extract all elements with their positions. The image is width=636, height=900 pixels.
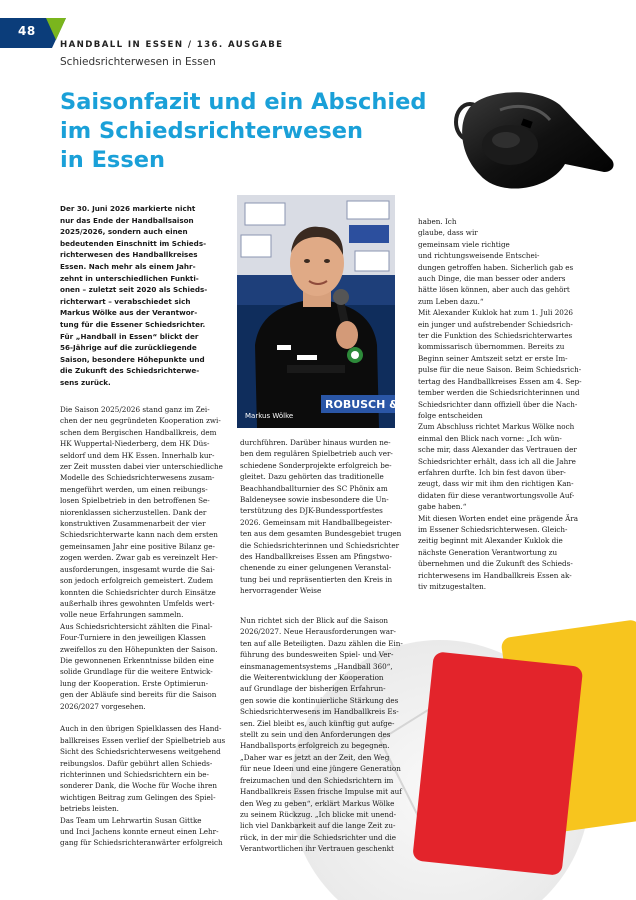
intro-line: onen – zuletzt seit 2020 als Schieds- bbox=[60, 285, 208, 295]
photo-caption: Markus Wölke bbox=[245, 412, 294, 420]
body-line: zeitig beginnt mit Alexander Kuklok die bbox=[418, 536, 563, 546]
article-column-2 bbox=[240, 437, 410, 597]
body-line: didaten für diese verantwortungsvolle Auf- bbox=[418, 490, 575, 500]
body-line: gen sowie die kontinuierliche Stärkung des bbox=[240, 695, 399, 705]
body-line: hervorragender Weise bbox=[240, 586, 322, 596]
intro-line: zehnt in unterschiedlichen Funkti- bbox=[60, 273, 199, 283]
body-line: sonderer Dank, die Woche für Woche ihren bbox=[60, 781, 218, 791]
body-line: ben dem regulären Spielbetrieb auch ver- bbox=[240, 449, 393, 459]
body-line: Verantwortlichen ihr Vertrauen geschenkt bbox=[240, 844, 394, 854]
shirt-sponsor-text: ROBUSCH & K bbox=[325, 398, 412, 411]
body-line: und richtungsweisende Entschei- bbox=[418, 251, 540, 261]
body-line: glaube, dass wir bbox=[418, 228, 478, 238]
intro-line: sens zurück. bbox=[60, 377, 111, 387]
body-line: im Essener Schiedsrichterwesen. Gleich- bbox=[418, 524, 568, 534]
body-line: führung des bundesweiten Spiel- und Ver- bbox=[240, 650, 394, 660]
body-line: 2026/2027 vorgesehen. bbox=[60, 701, 146, 711]
body-line: konnten die Schiedsrichter durch Einsätze bbox=[60, 587, 216, 597]
intro-line: Markus Wölke aus der Verantwor- bbox=[60, 308, 198, 318]
body-line: Die Saison 2025/2026 stand ganz im Zei- bbox=[60, 405, 210, 414]
body-line: chen der neu gegründeten Kooperation zwi- bbox=[60, 416, 221, 426]
body-line: einsmanagementsystems „Handball 360“, bbox=[240, 661, 393, 671]
body-line: Nun richtet sich der Blick auf die Saison bbox=[240, 616, 389, 625]
body-line: Schiedsrichter dann offiziell über die Nach- bbox=[418, 399, 578, 409]
article-column-2-continued bbox=[240, 615, 410, 855]
body-line: Mit Alexander Kuklok hat zum 1. Juli 2026 bbox=[418, 308, 574, 318]
body-line: Schiedsrichterwesens im Handballkreis Es- bbox=[240, 707, 399, 717]
body-line: die Schiedsrichterinnen und Schiedsrichter bbox=[240, 540, 400, 550]
intro-text bbox=[60, 203, 232, 389]
body-line: einmal den Blick nach vorne: „Ich wün- bbox=[418, 433, 562, 443]
body-line: ten auf alle Beteiligten. Dazu zählen die Ein- bbox=[240, 638, 403, 648]
body-line: den Weg zu geben“, erklärt Markus Wölke bbox=[240, 798, 395, 808]
body-line: wichtigen Beitrag zum Gelingen des Spiel- bbox=[60, 792, 216, 802]
body-line: 2026/2027. Neue Herausforderungen war- bbox=[240, 627, 396, 637]
page-number: 48 bbox=[18, 24, 36, 38]
body-line: losen Spielbetrieb in den betroffenen Se- bbox=[60, 496, 210, 506]
body-line: hätte lösen können, aber auch das gehört bbox=[418, 285, 570, 295]
body-line: Beachhandballturnier des SC Phönix am bbox=[240, 483, 388, 493]
headline-line: in Essen bbox=[60, 147, 165, 173]
body-line: gang für Schiedsrichteranwärter erfolgreich bbox=[60, 838, 223, 848]
body-line: Beginn seiner Amtszeit setzt er erste Im- bbox=[418, 353, 568, 363]
intro-line: Für „Handball in Essen“ blickt der bbox=[60, 331, 199, 341]
body-line: zum Leben dazu.“ bbox=[418, 296, 484, 306]
body-line: gleitet. Dazu gehörten das traditionelle bbox=[240, 472, 384, 482]
body-line: solide Grundlage für die weitere Entwick- bbox=[60, 667, 213, 677]
body-line: Zum Abschluss richtet Markus Wölke noch bbox=[418, 422, 575, 432]
body-line: Mit diesen Worten endet eine prägende Ära bbox=[418, 513, 579, 523]
body-line: tember werden die Schiedsrichterinnen und bbox=[418, 388, 580, 398]
body-line: Four-Turniere in den jeweiligen Klassen bbox=[60, 633, 206, 643]
body-line: ten aus dem gesamten Bundesgebiet trugen bbox=[240, 529, 402, 539]
body-line: auf Grundlage der bisherigen Erfahrun- bbox=[240, 684, 386, 694]
body-line: Schiedsrichter erhält, dass ich all die Jahre bbox=[418, 456, 576, 466]
body-line: zu seinem Rückzug. „Ich blicke mit unend- bbox=[240, 809, 397, 819]
body-line: ausforderungen, insgesamt wurde die Sai- bbox=[60, 564, 215, 574]
body-line: Handballkreis Essen frische Impulse mit auf bbox=[240, 787, 402, 797]
body-line: 2026. Gemeinsam mit Handballbegeister- bbox=[240, 517, 393, 527]
body-line: nächste Generation Verantwortung zu bbox=[418, 547, 558, 557]
body-line: durchführen. Darüber hinaus wurden ne- bbox=[240, 438, 391, 447]
body-line: richterwesens im Handballkreis Essen ak- bbox=[418, 570, 572, 580]
section-title: Schiedsrichterwesen in Essen bbox=[60, 56, 216, 68]
body-line: schen dem Bergischen Handballkreis, dem bbox=[60, 427, 217, 437]
body-line: des Handballkreises Essen am Pfingstwo- bbox=[240, 552, 392, 562]
body-line: Schiedsrichterwarte kann nach dem ersten bbox=[60, 530, 218, 540]
intro-line: nur das Ende der Handballsaison bbox=[60, 215, 194, 225]
body-line: Modelle des Schiedsrichterwesens zusam- bbox=[60, 473, 215, 483]
article-column-3 bbox=[418, 216, 586, 592]
intro-line: richterwart – verabschiedet sich bbox=[60, 296, 191, 306]
body-line: niorenklassen sicherzustellen. Dank der bbox=[60, 507, 207, 517]
body-line: konstruktiven Zusammenarbeit der vier bbox=[60, 519, 206, 529]
body-line: Sicht des Schiedsrichterwesens weitgehend bbox=[60, 747, 221, 757]
body-line: tertag des Handballkreises Essen am 4. Sep- bbox=[418, 376, 582, 386]
body-line: zeugt, dass wir mit ihm den richtigen Kan- bbox=[418, 479, 574, 489]
article-column-1 bbox=[60, 404, 233, 849]
headline-line: Saisonfazit und ein Abschied bbox=[60, 89, 427, 115]
body-line: außerhalb ihres gewohnten Umfelds wert- bbox=[60, 598, 215, 608]
intro-line: Essen. Nach mehr als einem Jahr- bbox=[60, 261, 196, 271]
body-line: Handballsports erfolgreich zu begegnen. bbox=[240, 741, 390, 751]
body-line: rück, in der mir die Schiedsrichter und die bbox=[240, 832, 397, 842]
body-line: richterinnen und Schiedsrichtern ein be- bbox=[60, 770, 209, 779]
body-line: pulse für die neue Saison. Beim Schiedsrich- bbox=[418, 365, 582, 375]
headline bbox=[60, 88, 427, 175]
headline-line: im Schiedsrichterwesen bbox=[60, 118, 364, 144]
body-line: erfahren durfte. Ich bin fest davon über- bbox=[418, 467, 566, 477]
body-line: volle neue Erfahrungen sammeln. bbox=[60, 610, 184, 620]
intro-line: tung für die Essener Schiedsrichter. bbox=[60, 319, 206, 329]
intro-line: 56-Jährige auf die zurückliegende bbox=[60, 343, 197, 353]
intro-line: die Zukunft des Schiedsrichterwe- bbox=[60, 366, 200, 376]
intro-line: 2025/2026, sondern auch einen bbox=[60, 227, 188, 237]
body-line: sche mir, dass Alexander das Vertrauen der bbox=[418, 445, 577, 455]
body-line: kommissarisch übernommen. Bereits zu bbox=[418, 342, 565, 352]
intro-line: Saison, besondere Höhepunkte und bbox=[60, 354, 205, 364]
body-line: ein junger und aufstrebender Schiedsrich- bbox=[418, 319, 573, 329]
body-line: chenende zu einer gelungenen Veranstal- bbox=[240, 563, 392, 573]
body-line: lung der Kooperation. Erste Optimierun- bbox=[60, 678, 209, 688]
referee-cards-image bbox=[400, 560, 636, 900]
body-line: die Weiterentwicklung der Kooperation bbox=[240, 673, 384, 683]
body-line: „Daher war es jetzt an der Zeit, den Weg bbox=[240, 752, 390, 762]
body-line: reibungslos. Dafür gebührt allen Schieds- bbox=[60, 758, 213, 768]
intro-line: richterwesen des Handballkreises bbox=[60, 250, 198, 260]
body-line: stellt zu sein und den Anforderungen des bbox=[240, 730, 391, 740]
body-line: auch Dinge, die man besser oder anders bbox=[418, 274, 566, 284]
body-line: sen. Ziel bleibt es, auch künftig gut aufge- bbox=[240, 718, 395, 728]
magazine-kicker: HANDBALL IN ESSEN / 136. AUSGABE bbox=[60, 40, 284, 50]
body-line: betriebs leisten. bbox=[60, 804, 119, 814]
body-line: haben. Ich bbox=[418, 217, 457, 226]
body-line: son jedoch erfolgreich gemeistert. Zudem bbox=[60, 576, 214, 586]
intro-line: Der 30. Juni 2026 markierte nicht bbox=[60, 204, 196, 213]
body-line: freizumachen und den Schiedsrichtern im bbox=[240, 775, 394, 785]
body-line: tiv mitzugestalten. bbox=[418, 582, 487, 591]
body-line: und Inci Jachens konnte erneut einen Lehr- bbox=[60, 827, 219, 837]
body-line: übernehmen und die Zukunft des Schieds- bbox=[418, 559, 573, 569]
body-line: schiedene Sonderprojekte erfolgreich be- bbox=[240, 460, 392, 470]
body-line: gen der Abläufe sind bereits für die Saison bbox=[60, 690, 217, 700]
body-line: Baldeneysee sowie insbesondere die Un- bbox=[240, 495, 389, 505]
body-line: Die gewonnenen Erkenntnisse bilden eine bbox=[60, 655, 214, 665]
body-line: folge entscheiden bbox=[418, 410, 483, 420]
body-line: ballkreises Essen verlief der Spielbetrieb aus bbox=[60, 735, 226, 745]
body-line: zer Zeit mussten dabei vier unterschiedliche bbox=[60, 462, 223, 472]
body-line: zweifellos zu den Höhepunkten der Saison. bbox=[60, 644, 218, 654]
body-line: mengeführt werden, um einen reibungs- bbox=[60, 484, 208, 494]
body-line: gemeinsamen Jahr eine positive Bilanz ge- bbox=[60, 541, 215, 551]
body-line: gabe haben.“ bbox=[418, 502, 467, 512]
body-line: dungen getroffen haben. Sicherlich gab es bbox=[418, 262, 574, 272]
body-line: Auch in den übrigen Spielklassen des Hand- bbox=[60, 724, 222, 734]
body-line bbox=[60, 712, 233, 723]
body-line: HK Wuppertal-Niederberg, dem HK Düs- bbox=[60, 439, 210, 449]
body-line: ter die Funktion des Schiedsrichterwartes bbox=[418, 331, 573, 341]
body-line: Aus Schiedsrichtersicht zählten die Final- bbox=[60, 621, 213, 631]
body-line: zogen werden. Zwar gab es vereinzelt Her- bbox=[60, 553, 218, 563]
portrait-photo bbox=[237, 195, 412, 428]
body-line: seldorf und dem HK Essen. Innerhalb kur- bbox=[60, 450, 215, 460]
body-line: terstützung des DJK-Bundessportfestes bbox=[240, 506, 383, 516]
body-line: für neue Ideen und eine jüngere Generation bbox=[240, 764, 401, 774]
whistle-image bbox=[440, 80, 620, 230]
intro-line: bedeutenden Einschnitt im Schieds- bbox=[60, 238, 207, 248]
body-line: tung bei und repräsentierten den Kreis in bbox=[240, 574, 393, 584]
body-line: gemeinsam viele richtige bbox=[418, 239, 510, 249]
body-line: Das Team um Lehrwartin Susan Gittke bbox=[60, 815, 202, 825]
body-line: lich viel Dankbarkeit auf die lange Zeit zu- bbox=[240, 821, 396, 831]
